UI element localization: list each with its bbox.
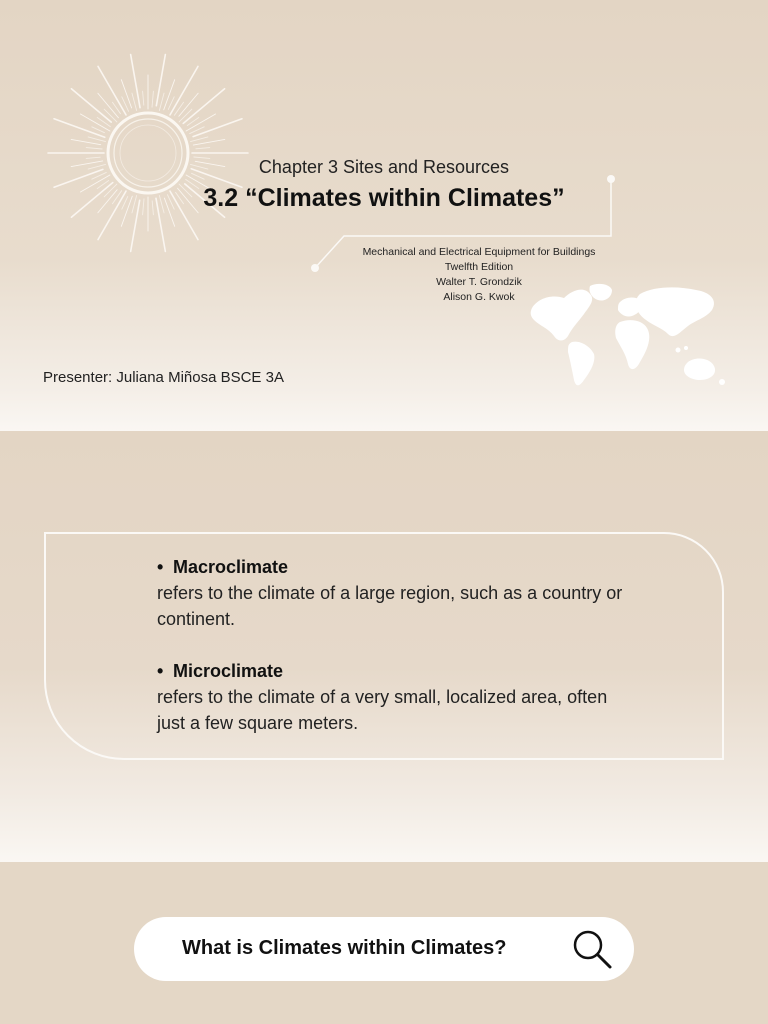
sun-ray	[193, 139, 225, 145]
sun-ray	[164, 80, 175, 110]
sun-ray	[131, 55, 140, 108]
bullet: •	[157, 557, 164, 577]
sun-ray	[88, 137, 105, 142]
definition-macroclimate: refers to the climate of a large region, such as a country or continent.	[157, 583, 623, 629]
sun-ray	[170, 66, 198, 114]
sun-ray	[193, 119, 242, 137]
sun-ray	[121, 80, 131, 108]
term-microclimate: Microclimate	[173, 661, 284, 681]
sun-ray	[152, 91, 153, 107]
definition-item	[157, 658, 637, 736]
sun-ray	[132, 93, 137, 110]
search-icon[interactable]	[572, 929, 614, 971]
search-question: What is Climates within Climates?	[182, 937, 507, 959]
sun-ray	[156, 55, 165, 106]
sun-ray	[143, 91, 144, 105]
sun-ray	[86, 148, 102, 149]
sun-ray	[71, 89, 111, 122]
bullet: •	[157, 661, 164, 681]
sun-ray	[191, 137, 208, 142]
sun-ray	[183, 89, 224, 124]
sun-ray	[54, 119, 105, 137]
sun-ray	[71, 139, 101, 144]
title-slide	[0, 0, 768, 431]
sun-ray	[196, 148, 210, 149]
search-pill[interactable]	[134, 917, 634, 981]
question-slide	[0, 862, 768, 1024]
presenter-label: Presenter: Juliana Miñosa BSCE 3A	[43, 369, 284, 386]
book-author-2: Alison G. Kwok	[443, 291, 515, 303]
book-edition: Twelfth Edition	[444, 261, 514, 273]
sun-ray	[159, 93, 164, 110]
sun-icon	[40, 45, 250, 255]
definitions-slide	[0, 431, 768, 862]
term-macroclimate: Macroclimate	[173, 557, 289, 577]
definition-microclimate: refers to the climate of a very small, localized area, often just a few square meters.	[157, 687, 608, 733]
sun-ray	[104, 109, 117, 122]
sun-ray	[179, 109, 192, 122]
sun-ray	[92, 127, 105, 133]
book-author-1: Walter T. Grondzik	[436, 276, 522, 288]
book-title: Mechanical and Electrical Equipment for Buildings	[362, 246, 596, 258]
chapter-subtitle: Chapter 3 Sites and Resources	[258, 157, 510, 177]
world-map-icon	[528, 280, 728, 395]
definition-item	[157, 554, 637, 632]
slide-title: 3.2 “Climates within Climates”	[203, 184, 565, 212]
sun-ray	[98, 66, 126, 114]
